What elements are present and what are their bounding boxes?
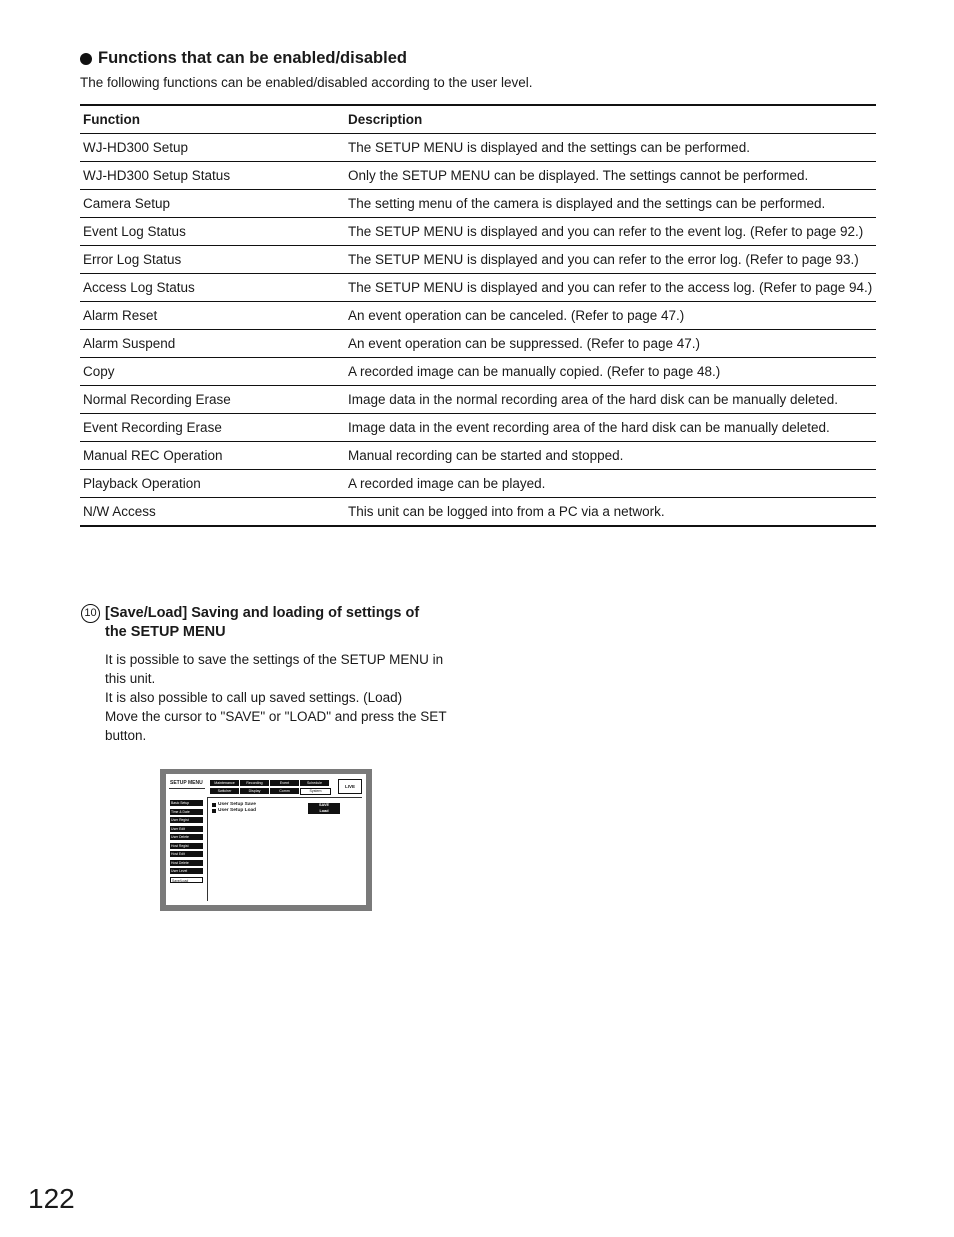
save-label: SAVE	[318, 803, 330, 807]
setup-menu-screenshot	[160, 769, 372, 911]
function-cell: Alarm Suspend	[80, 330, 345, 358]
paragraph: Move the cursor to "SAVE" or "LOAD" and press the SET button.	[105, 709, 447, 743]
function-cell: Alarm Reset	[80, 302, 345, 330]
function-cell: WJ-HD300 Setup	[80, 134, 345, 162]
save-load-heading-line2: the SETUP MENU	[105, 624, 226, 640]
functions-table	[80, 104, 876, 527]
table-header-row	[80, 105, 876, 134]
intro-text: The following functions can be enabled/disabled according to the user level.	[80, 75, 533, 90]
sidebar-item-user-level[interactable]: User Level	[170, 868, 203, 874]
table-row	[80, 386, 876, 414]
function-cell: Playback Operation	[80, 470, 345, 498]
sidebar-item-basic-setup[interactable]: Basic Setup	[170, 800, 203, 806]
function-cell: Event Log Status	[80, 218, 345, 246]
description-cell: Only the SETUP MENU can be displayed. The settings cannot be performed.	[345, 162, 876, 190]
table-row	[80, 218, 876, 246]
section-heading	[80, 49, 407, 68]
table-row	[80, 246, 876, 274]
setup-menu-title: SETUP MENU	[170, 780, 203, 786]
description-cell: The SETUP MENU is displayed and the settings can be performed.	[345, 134, 876, 162]
function-cell: WJ-HD300 Setup Status	[80, 162, 345, 190]
description-cell: A recorded image can be manually copied. (Refer to page 48.)	[345, 358, 876, 386]
description-cell: The SETUP MENU is displayed and you can refer to the event log. (Refer to page 92.)	[345, 218, 876, 246]
function-cell: Normal Recording Erase	[80, 386, 345, 414]
tab-system[interactable]: System	[300, 788, 331, 795]
paragraph: It is also possible to call up saved settings. (Load)	[105, 690, 403, 705]
sidebar-item-save-load[interactable]: Save/Load	[170, 877, 203, 883]
function-cell: Event Recording Erase	[80, 414, 345, 442]
load-label: Load	[319, 808, 329, 813]
table-row	[80, 134, 876, 162]
sidebar-item-user-edit[interactable]: User Edit	[170, 826, 203, 832]
tab-display[interactable]: Display	[240, 788, 269, 794]
function-cell: Manual REC Operation	[80, 442, 345, 470]
option-label: User Setup Save	[218, 802, 256, 807]
table-row	[80, 470, 876, 498]
paragraph: It is possible to save the settings of the SETUP MENU in this unit.	[105, 652, 444, 686]
tab-switcher[interactable]: Switcher	[210, 788, 239, 794]
save-load-heading	[81, 604, 481, 642]
function-cell: Camera Setup	[80, 190, 345, 218]
table-row	[80, 498, 876, 527]
description-cell: The SETUP MENU is displayed and you can refer to the access log. (Refer to page 94.)	[345, 274, 876, 302]
column-header-description: Description	[345, 105, 876, 134]
setup-menu-screen	[166, 774, 366, 905]
divider	[207, 797, 208, 901]
square-bullet-icon	[212, 803, 216, 807]
function-cell: Access Log Status	[80, 274, 345, 302]
table-row	[80, 358, 876, 386]
sidebar-item-time-date[interactable]: Time & Date	[170, 809, 203, 815]
tab-recording[interactable]: Recording	[240, 780, 269, 786]
option-label: User Setup Load	[218, 808, 257, 813]
sidebar-item-user-regist[interactable]: User Regist	[170, 817, 203, 823]
description-cell: Image data in the normal recording area of the hard disk can be manually deleted.	[345, 386, 876, 414]
tab-comm[interactable]: Comm	[270, 788, 299, 794]
description-cell: An event operation can be canceled. (Refer to page 47.)	[345, 302, 876, 330]
table-row	[80, 190, 876, 218]
square-bullet-icon	[212, 809, 216, 813]
table-row	[80, 274, 876, 302]
function-cell: N/W Access	[80, 498, 345, 527]
description-cell: The setting menu of the camera is displayed and the settings can be performed.	[345, 190, 876, 218]
sidebar-item-host-edit[interactable]: Host Edit	[170, 851, 203, 857]
save-load-body	[105, 650, 465, 745]
option-user-setup-save[interactable]	[212, 802, 256, 807]
description-cell: This unit can be logged into from a PC via a network.	[345, 498, 876, 527]
step-number-badge: 10	[81, 604, 100, 623]
table-row	[80, 302, 876, 330]
save-load-button[interactable]	[308, 803, 340, 814]
tab-event[interactable]: Event	[270, 780, 299, 786]
column-header-function: Function	[80, 105, 345, 134]
tab-schedule[interactable]: Schedule	[300, 780, 329, 786]
page-number: 122	[28, 1183, 75, 1214]
tab-maintenance[interactable]: Maintenance	[210, 780, 239, 786]
table-row	[80, 162, 876, 190]
description-cell: Image data in the event recording area of the hard disk can be manually deleted.	[345, 414, 876, 442]
option-user-setup-load[interactable]	[212, 808, 256, 813]
save-load-heading-line1: [Save/Load] Saving and loading of settings of	[105, 605, 420, 621]
live-button[interactable]: LIVE	[338, 779, 362, 794]
table-row	[80, 414, 876, 442]
description-cell: An event operation can be suppressed. (Refer to page 47.)	[345, 330, 876, 358]
sidebar-item-host-regist[interactable]: Host Regist	[170, 843, 203, 849]
table-row	[80, 442, 876, 470]
divider	[169, 788, 205, 789]
sidebar-item-user-delete[interactable]: User Delete	[170, 834, 203, 840]
description-cell: The SETUP MENU is displayed and you can refer to the error log. (Refer to page 93.)	[345, 246, 876, 274]
table-row	[80, 330, 876, 358]
description-cell: A recorded image can be played.	[345, 470, 876, 498]
divider	[207, 797, 362, 798]
section-heading-text: Functions that can be enabled/disabled	[98, 49, 407, 67]
function-cell: Error Log Status	[80, 246, 345, 274]
function-cell: Copy	[80, 358, 345, 386]
sidebar-item-host-delete[interactable]: Host Delete	[170, 860, 203, 866]
bullet-icon	[80, 53, 92, 65]
description-cell: Manual recording can be started and stopped.	[345, 442, 876, 470]
